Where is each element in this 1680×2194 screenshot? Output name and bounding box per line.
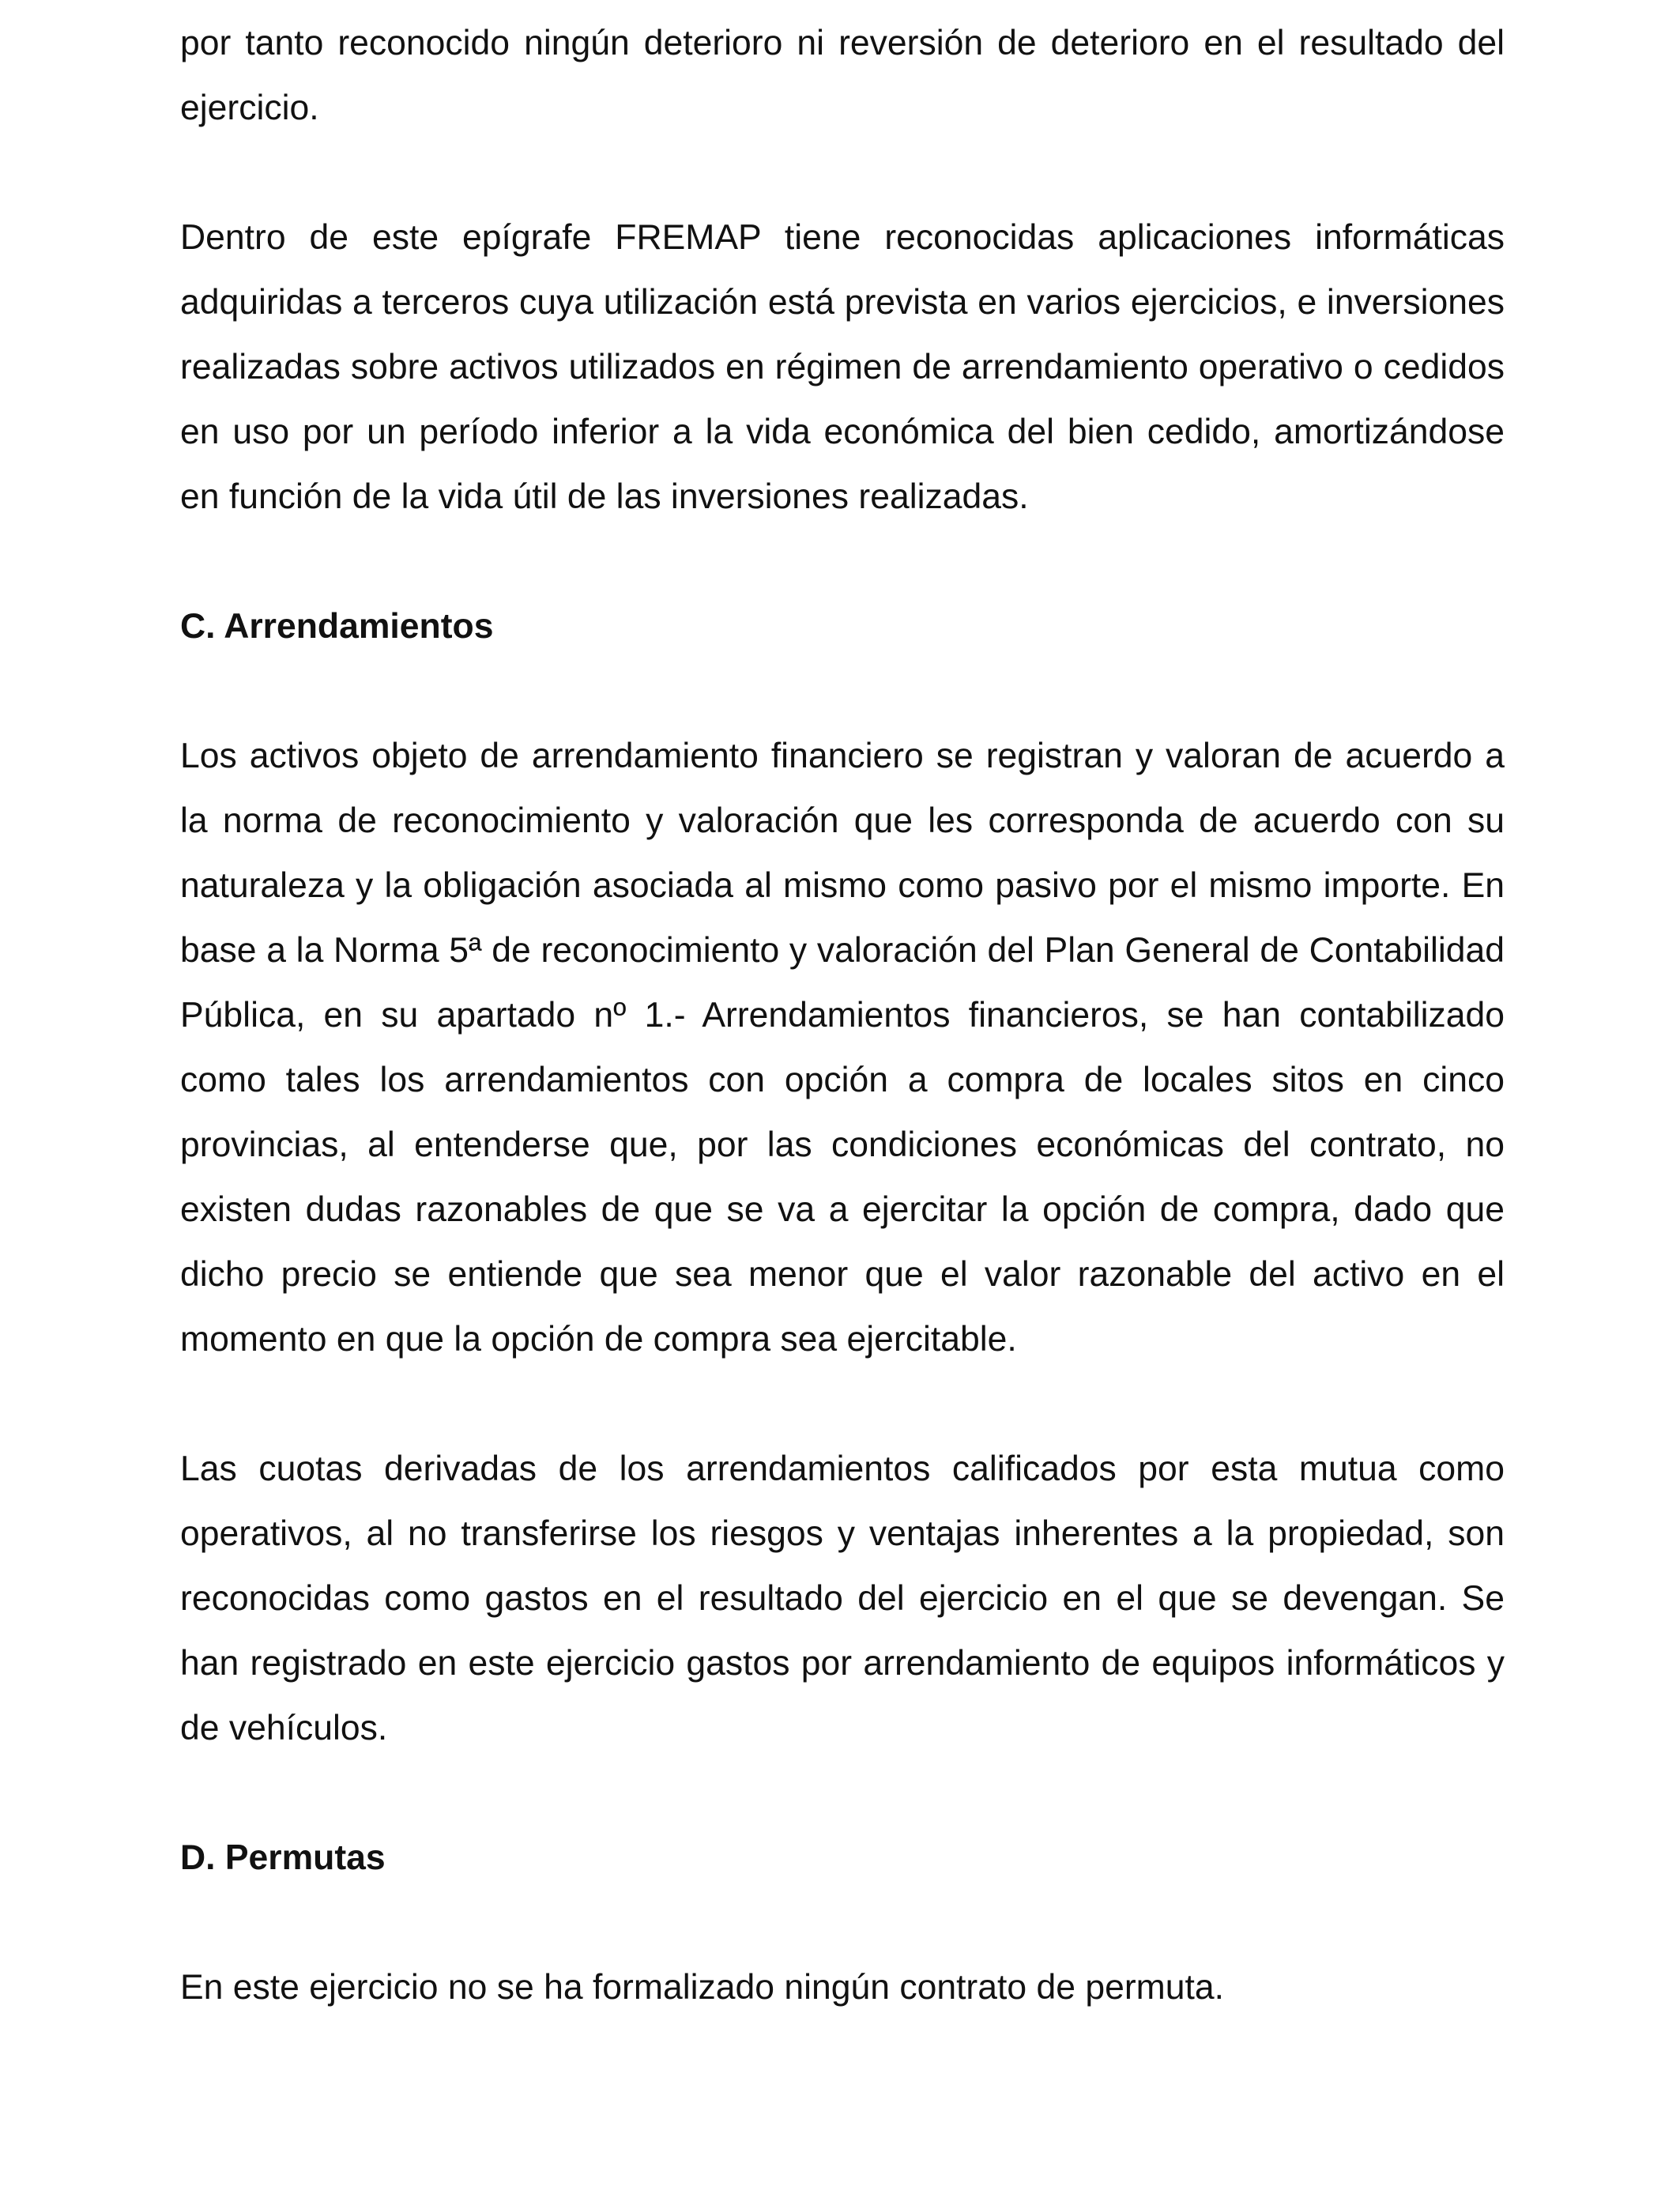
paragraph-deterioro: por tanto reconocido ningún deterioro ni reversión de deterioro en el resultado del ejercicio.: [180, 24, 1505, 127]
heading-permutas: D. Permutas: [180, 1838, 386, 1877]
paragraph-permutas: En este ejercicio no se ha formalizado ningún contrato de permuta.: [180, 1968, 1224, 2007]
paragraph-arrendamiento-operativo: Las cuotas derivadas de los arrendamientos calificados por esta mutua como operativos, al no transferirse los riesgos y ventajas inherentes a la propiedad, son reconocidas como gastos en el resultado del ejercicio en el que se devengan. Se han registrado en este ejercicio gastos por arrendamiento de equipos informáticos y de vehículos.: [180, 1449, 1505, 1747]
heading-arrendamientos: C. Arrendamientos: [180, 607, 494, 646]
document-page: [180, 11, 1505, 2020]
paragraph-aplicaciones-informaticas: Dentro de este epígrafe FREMAP tiene reconocidas aplicaciones informáticas adquiridas a terceros cuya utilización está prevista en varios ejercicios, e inversiones realizadas sobre activos utilizados en régimen de arrendamiento operativo o cedidos en uso por un período inferior a la vida económica del bien cedido, amortizándose en función de la vida útil de las inversiones realizadas.: [180, 218, 1505, 516]
paragraph-arrendamiento-financiero: Los activos objeto de arrendamiento financiero se registran y valoran de acuerdo a la norma de reconocimiento y valoración que les corresponda de acuerdo con su naturaleza y la obligación asociada al mismo como pasivo por el mismo importe. En base a la Norma 5ª de reconocimiento y valoración del Plan General de Contabilidad Pública, en su apartado nº 1.- Arrendamientos financieros, se han contabilizado como tales los arrendamientos con opción a compra de locales sitos en cinco provincias, al entenderse que, por las condiciones económicas del contrato, no existen dudas razonables de que se va a ejercitar la opción de compra, dado que dicho precio se entiende que sea menor que el valor razonable del activo en el momento en que la opción de compra sea ejercitable.: [180, 737, 1505, 1359]
